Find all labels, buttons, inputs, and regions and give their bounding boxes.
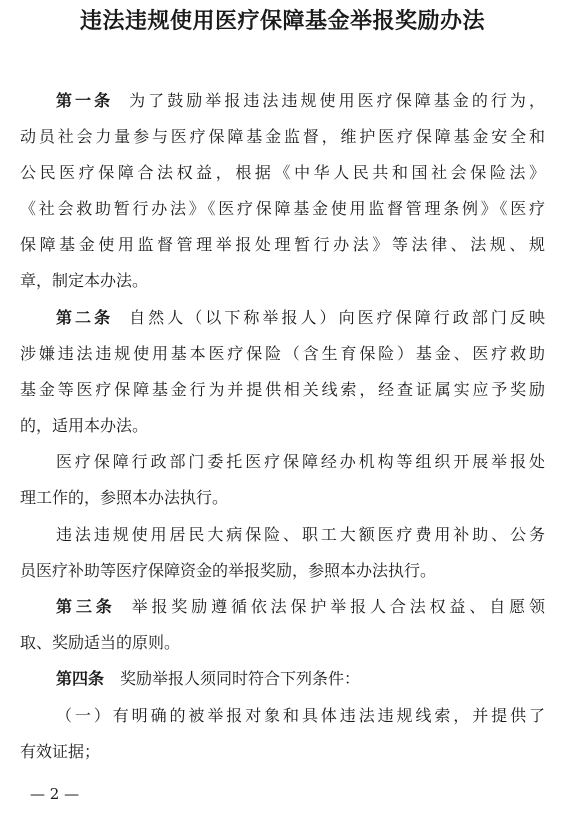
article-1-line-1 xyxy=(56,91,545,111)
article-3-heading: 第三条 xyxy=(56,597,116,616)
document-title: 违法违规使用医疗保障基金举报奖励办法 xyxy=(79,9,485,34)
item-1-line-1: （一）有明确的被举报对象和具体违法违规线索，并提供了 xyxy=(56,706,545,725)
article-3-line-2: 取、奖励适当的原则。 xyxy=(20,633,181,652)
paragraph-4-line-1: 违法违规使用居民大病保险、职工大额医疗费用补助、公务 xyxy=(56,525,545,544)
article-1-line-5: 保障基金使用监督管理举报处理暂行办法》等法律、法规、规 xyxy=(20,235,545,254)
article-3-text: 举报奖励遵循依法保护举报人合法权益、自愿领 xyxy=(131,597,545,616)
paragraph-3-line-1: 医疗保障行政部门委托医疗保障经办机构等组织开展举报处 xyxy=(56,452,545,471)
article-3-line-1 xyxy=(56,597,545,617)
article-1-line-4: 《社会救助暂行办法》《医疗保障基金使用监督管理条例》《医疗 xyxy=(20,199,545,218)
article-2-line-3: 基金等医疗保障基金行为并提供相关线索，经查证属实应予奖励 xyxy=(20,380,545,399)
article-4-line-1 xyxy=(56,669,360,689)
article-2-line-4: 的，适用本办法。 xyxy=(20,416,149,435)
article-4-heading: 第四条 xyxy=(56,669,105,688)
article-2-text: 自然人（以下称举报人）向医疗保障行政部门反映 xyxy=(129,308,545,327)
article-1-line-6: 章，制定本办法。 xyxy=(20,271,149,290)
item-1-line-2: 有效证据； xyxy=(20,742,101,761)
article-1-line-2: 动员社会力量参与医疗保障基金监督，维护医疗保障基金安全和 xyxy=(20,127,545,146)
article-1-text: 为了鼓励举报违法违规使用医疗保障基金的行为， xyxy=(129,91,545,110)
page-number: — 2 — xyxy=(30,785,80,803)
paragraph-4-line-2: 员医疗补助等医疗保障资金的举报奖励，参照本办法执行。 xyxy=(20,561,437,580)
article-2-line-2: 涉嫌违法违规使用基本医疗保险（含生育保险）基金、医疗救助 xyxy=(20,344,545,363)
paragraph-3-line-2: 理工作的，参照本办法执行。 xyxy=(20,488,229,507)
article-4-text: 奖励举报人须同时符合下列条件： xyxy=(120,669,361,688)
article-2-line-1 xyxy=(56,308,545,328)
article-1-line-3: 公民医疗保障合法权益，根据《中华人民共和国社会保险法》 xyxy=(20,163,545,182)
article-2-heading: 第二条 xyxy=(56,308,114,327)
article-1-heading: 第一条 xyxy=(56,91,114,110)
